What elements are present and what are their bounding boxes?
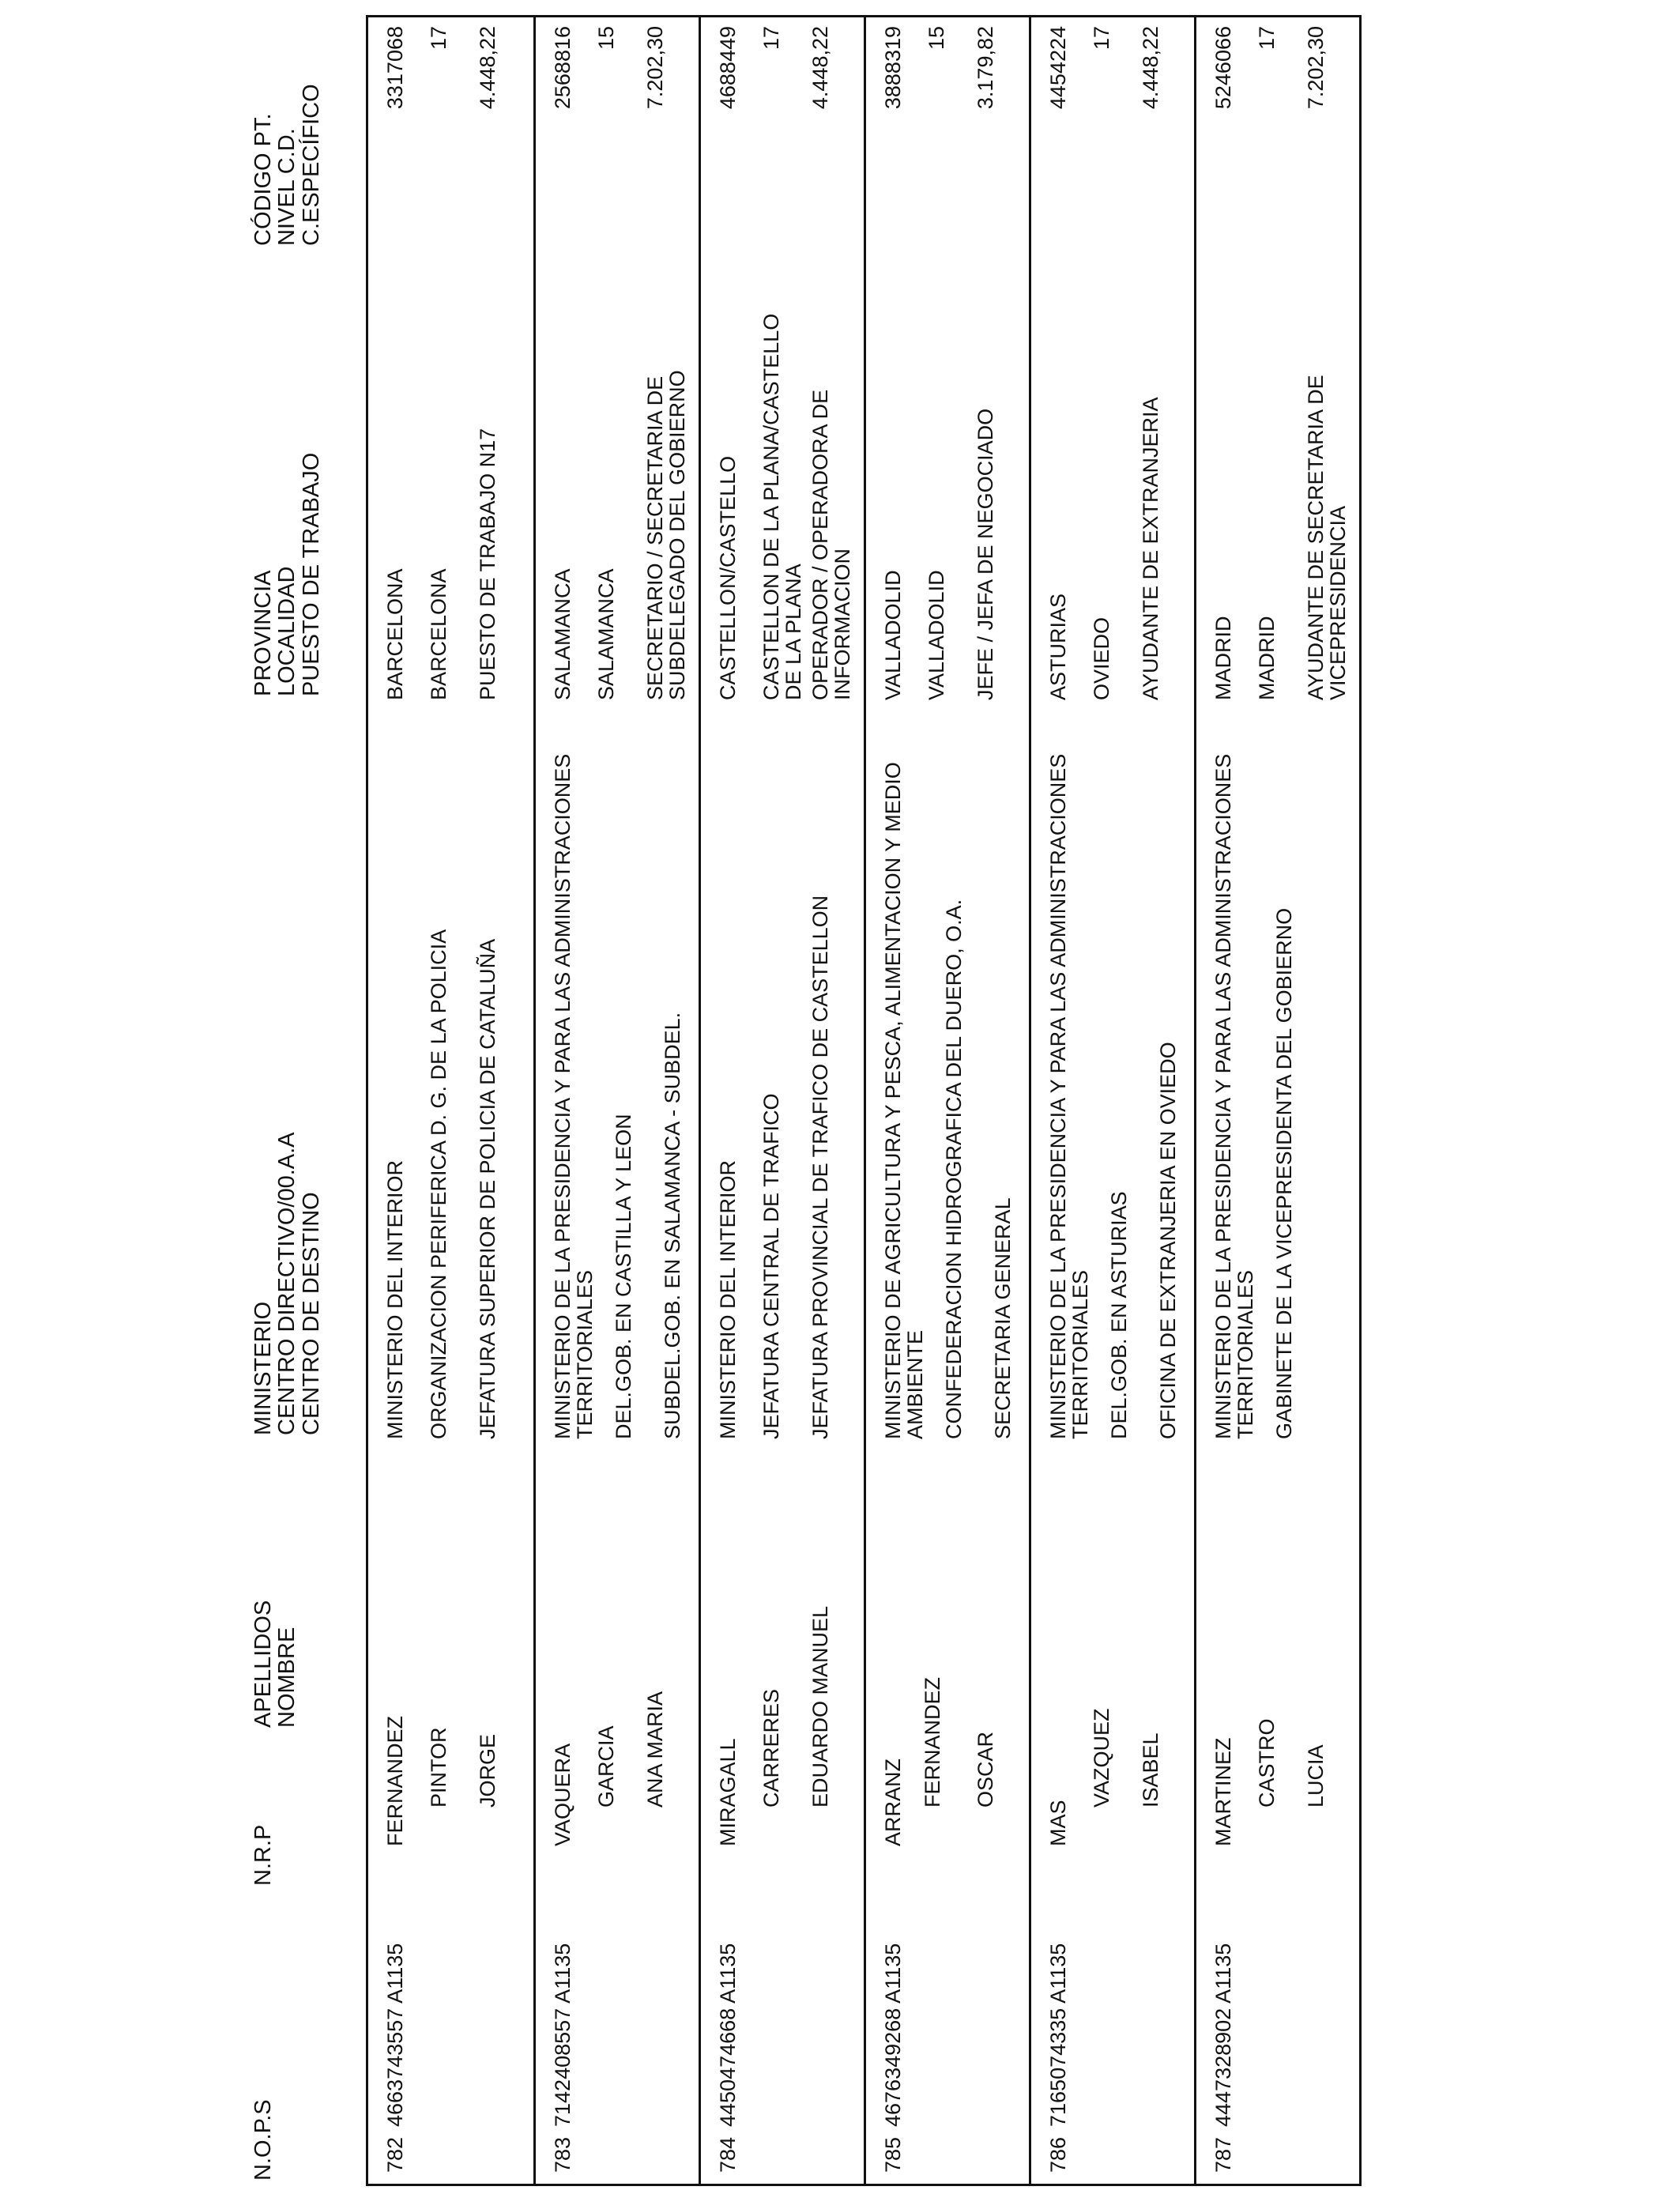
- localidad-cell: MADRID: [1255, 616, 1279, 700]
- codigo-cell: 4454224: [1046, 26, 1070, 110]
- apellido2-cell: CASTRO: [1255, 1718, 1279, 1808]
- nombre-cell: JORGE: [476, 1733, 499, 1808]
- table-row: [533, 17, 699, 2184]
- nops-cell: 783: [551, 2136, 574, 2173]
- centro-directivo-cell: DEL.GOB. EN CASTILLA Y LEON: [612, 1114, 635, 1439]
- records-table: [366, 15, 1362, 2186]
- centro-directivo-cell: DEL.GOB. EN ASTURIAS: [1107, 1191, 1131, 1439]
- header-provincia: PROVINCIA LOCALIDAD PUESTO DE TRABAJO: [250, 452, 324, 696]
- ministerio-cell: MINISTERIO DE LA PRESIDENCIA Y PARA LAS ADMINISTRACIONES TERRITORIALES: [1211, 753, 1258, 1439]
- apellido1-cell: VAQUERA: [551, 1743, 574, 1846]
- especifico-cell: 7.202,30: [643, 26, 667, 110]
- ministerio-cell: MINISTERIO DEL INTERIOR: [716, 1159, 740, 1439]
- nops-cell: 784: [716, 2136, 740, 2173]
- nops-cell: 787: [1211, 2136, 1235, 2173]
- apellido1-cell: MARTINEZ: [1211, 1737, 1235, 1846]
- nrp-cell: 4450474668 A1135: [716, 1943, 740, 2127]
- table-row: [368, 17, 534, 2184]
- puesto-cell: AYUDANTE DE EXTRANJERIA: [1139, 397, 1162, 700]
- centro-destino-cell: SECRETARIA GENERAL: [991, 1197, 1015, 1439]
- nivel-cell: 17: [1255, 26, 1279, 51]
- centro-destino-cell: OFICINA DE EXTRANJERIA EN OVIEDO: [1156, 1042, 1180, 1439]
- header-apellidos-nombre: APELLIDOS NOMBRE: [250, 1600, 300, 1728]
- header-nrp: N.R.P: [250, 1824, 276, 1886]
- nombre-cell: OSCAR: [974, 1731, 997, 1808]
- nombre-cell: ISABEL: [1139, 1732, 1162, 1808]
- nops-cell: 786: [1046, 2136, 1070, 2173]
- especifico-cell: 7.202,30: [1304, 26, 1328, 110]
- centro-directivo-cell: JEFATURA CENTRAL DE TRAFICO: [759, 1093, 783, 1439]
- nivel-cell: 15: [925, 26, 948, 51]
- nombre-cell: LUCIA: [1304, 1744, 1328, 1808]
- puesto-cell: SECRETARIO / SECRETARIA DE SUBDELEGADO DEL GOBIERNO: [643, 370, 690, 700]
- localidad-cell: VALLADOLID: [925, 570, 948, 700]
- codigo-cell: 3888319: [881, 26, 905, 110]
- puesto-cell: PUESTO DE TRABAJO N17: [476, 428, 499, 700]
- especifico-cell: 4.448,22: [808, 26, 832, 110]
- provincia-cell: ASTURIAS: [1046, 593, 1070, 700]
- localidad-cell: OVIEDO: [1090, 616, 1113, 700]
- codigo-cell: 4688449: [716, 26, 740, 110]
- puesto-cell: AYUDANTE DE SECRETARIA DE VICEPRESIDENCIA: [1304, 375, 1350, 700]
- localidad-cell: BARCELONA: [427, 568, 450, 700]
- apellido1-cell: ARRANZ: [881, 1758, 905, 1846]
- apellido2-cell: FERNANDEZ: [921, 1676, 944, 1808]
- nops-cell: 782: [383, 2136, 407, 2173]
- centro-directivo-cell: GABINETE DE LA VICEPRESIDENTA DEL GOBIERNO: [1272, 907, 1296, 1439]
- centro-destino-cell: JEFATURA SUPERIOR DE POLICIA DE CATALUÑA: [476, 938, 499, 1439]
- codigo-cell: 2568816: [551, 26, 574, 110]
- puesto-cell: JEFE / JEFA DE NEGOCIADO: [974, 408, 997, 700]
- codigo-cell: 5246066: [1211, 26, 1235, 110]
- provincia-cell: SALAMANCA: [551, 568, 574, 700]
- table-header: [251, 0, 338, 2194]
- header-ministerio: MINISTERIO CENTRO DIRECTIVO/00.A.A CENTRO DE DESTINO: [250, 1132, 324, 1435]
- table-row: [699, 17, 864, 2184]
- nivel-cell: 17: [427, 26, 450, 51]
- especifico-cell: 3.179,82: [974, 26, 997, 110]
- nrp-cell: 4676349268 A1135: [881, 1943, 905, 2127]
- apellido1-cell: MIRAGALL: [716, 1738, 740, 1846]
- centro-directivo-cell: CONFEDERACION HIDROGRAFICA DEL DUERO, O.A.: [942, 899, 966, 1439]
- ministerio-cell: MINISTERIO DE LA PRESIDENCIA Y PARA LAS ADMINISTRACIONES TERRITORIALES: [551, 753, 597, 1439]
- puesto-cell: OPERADOR / OPERADORA DE INFORMACION: [808, 389, 855, 700]
- apellido2-cell: VAZQUEZ: [1090, 1708, 1113, 1808]
- provincia-cell: CASTELLON/CASTELLO: [716, 455, 740, 700]
- nivel-cell: 17: [1090, 26, 1113, 51]
- table-row: [864, 17, 1030, 2184]
- nivel-cell: 15: [594, 26, 618, 51]
- provincia-cell: MADRID: [1211, 616, 1235, 700]
- centro-destino-cell: SUBDEL.GOB. EN SALAMANCA - SUBDEL.: [661, 1012, 684, 1439]
- apellido1-cell: MAS: [1046, 1800, 1070, 1846]
- apellido1-cell: FERNANDEZ: [383, 1715, 407, 1846]
- nrp-cell: 7142408557 A1135: [551, 1943, 574, 2127]
- apellido2-cell: PINTOR: [427, 1727, 450, 1808]
- centro-destino-cell: JEFATURA PROVINCIAL DE TRAFICO DE CASTELLON: [808, 895, 832, 1439]
- apellido2-cell: CARRERES: [759, 1688, 783, 1808]
- ministerio-cell: MINISTERIO DE AGRICULTURA Y PESCA, ALIMENTACION Y MEDIO AMBIENTE: [881, 762, 928, 1439]
- table-row: [1029, 17, 1195, 2184]
- ministerio-cell: MINISTERIO DEL INTERIOR: [383, 1159, 407, 1439]
- apellido2-cell: GARCIA: [594, 1725, 618, 1808]
- especifico-cell: 4.448,22: [476, 26, 499, 110]
- nops-cell: 785: [881, 2136, 905, 2173]
- provincia-cell: VALLADOLID: [881, 570, 905, 700]
- header-codigo: CÓDIGO PT. NIVEL C.D. C.ESPECÍFICO: [250, 84, 324, 246]
- especifico-cell: 4.448,22: [1139, 26, 1162, 110]
- header-nops: N.O.P.S: [250, 2099, 276, 2181]
- localidad-cell: CASTELLON DE LA PLANA/CASTELLO DE LA PLANA: [759, 313, 806, 700]
- provincia-cell: BARCELONA: [383, 568, 407, 700]
- localidad-cell: SALAMANCA: [594, 568, 618, 700]
- nrp-cell: 7165074335 A1135: [1046, 1943, 1070, 2127]
- nombre-cell: EDUARDO MANUEL: [808, 1605, 832, 1808]
- centro-directivo-cell: ORGANIZACION PERIFERICA D. G. DE LA POLICIA: [427, 929, 450, 1439]
- codigo-cell: 3317068: [383, 26, 407, 110]
- nrp-cell: 4447328902 A1135: [1211, 1943, 1235, 2127]
- table-row: [1194, 17, 1360, 2184]
- nrp-cell: 4663743557 A1135: [383, 1943, 407, 2127]
- nombre-cell: ANA MARIA: [643, 1691, 667, 1808]
- ministerio-cell: MINISTERIO DE LA PRESIDENCIA Y PARA LAS ADMINISTRACIONES TERRITORIALES: [1046, 753, 1093, 1439]
- nivel-cell: 17: [759, 26, 783, 51]
